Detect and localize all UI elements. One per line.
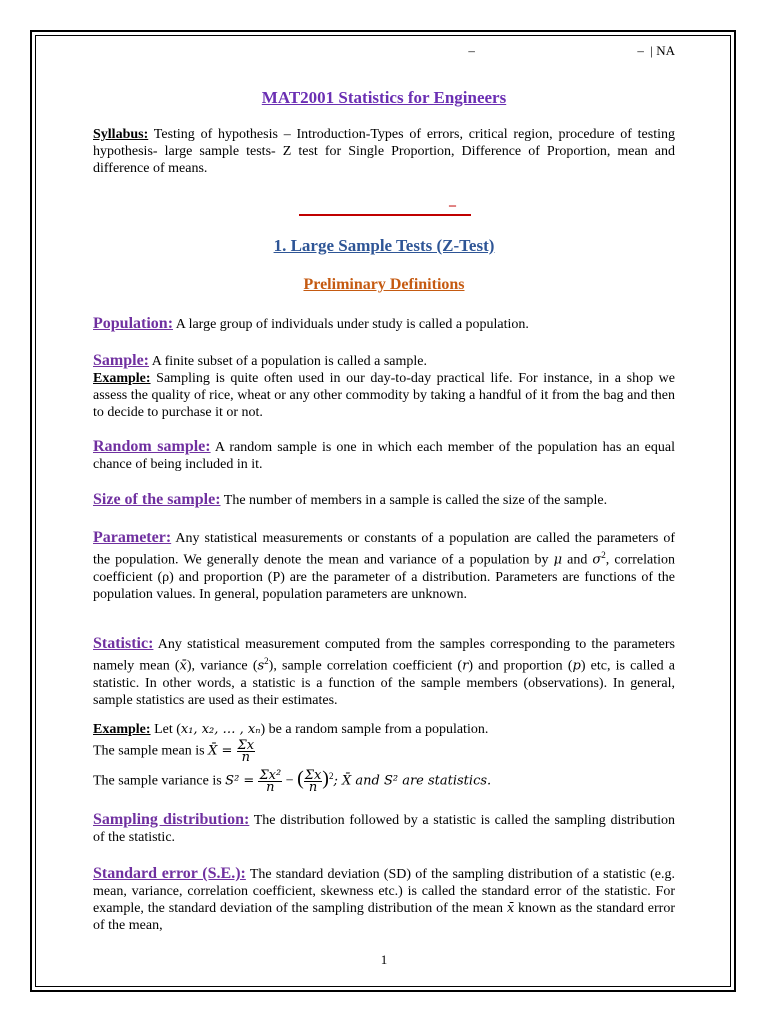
sampling-distribution-text: The distribution followed by a statistic is called the sampling distribution of the statistic. bbox=[93, 813, 676, 845]
example-text-1: Let ( bbox=[150, 722, 181, 737]
example-label: Example: bbox=[93, 722, 151, 737]
xbar-symbol-2: x̄ bbox=[506, 901, 515, 916]
mean-fraction bbox=[237, 740, 256, 763]
syllabus-label: Syllabus: bbox=[93, 127, 149, 142]
standard-error-term: Standard error (S.E.): bbox=[93, 865, 246, 882]
statistic-text-2: ), variance ( bbox=[186, 658, 258, 674]
parameter-term: Parameter: bbox=[93, 529, 172, 546]
divider-dash: – bbox=[449, 198, 456, 213]
random-sample-definition bbox=[93, 438, 675, 473]
sample-term: Sample: bbox=[93, 352, 149, 369]
syllabus-paragraph bbox=[93, 126, 675, 177]
random-sample-term: Random sample: bbox=[93, 438, 211, 455]
sample-text: A finite subset of a population is called a sample. bbox=[149, 354, 427, 369]
sigma-symbol: σ bbox=[592, 552, 602, 568]
sample-variance-formula: The sample variance is S² = $\frac{\text{Σx²}}{n}$ − ( $\frac{\Sigma x}{n}$ )$^2$; X̄ and S² are statistics. bbox=[93, 767, 492, 795]
population-definition bbox=[93, 315, 675, 333]
var-fraction-1 bbox=[258, 767, 282, 795]
s-symbol: s bbox=[257, 658, 265, 674]
statistic-text-3: ), sample correlation coefficient ( bbox=[268, 658, 463, 674]
xbar-symbol: x̄ bbox=[179, 658, 187, 674]
size-definition bbox=[93, 491, 675, 509]
mu-symbol: μ bbox=[553, 552, 563, 568]
var-fraction-2 bbox=[304, 767, 323, 795]
var-lhs: S² = bbox=[225, 773, 259, 789]
random-sample-text: A random sample is one in which each member of the population has an equal chance of being included in it. bbox=[93, 440, 675, 472]
sampling-distribution-definition bbox=[93, 811, 675, 846]
r-symbol: r bbox=[462, 658, 469, 674]
syllabus-text: Testing of hypothesis – Introduction-Types of errors, critical region, procedure of testing hypothesis- large sample tests- Z test for Single Proportion, Difference of Proportion, mean and difference of means. bbox=[93, 127, 675, 176]
p-symbol: p bbox=[572, 658, 581, 674]
var-tail: ; X̄ and S² are statistics. bbox=[333, 773, 492, 789]
parameter-definition: Parameter: Any statistical measurements or constants of a population are called the parameters of the population. We generally denote the mean and variance of a population by μ and $\sigma^2$, correlation coefficient (ρ) and proportion (P) are the parameter of a distribution. Parameters are functions of the population values. In general, population parameters are unknown. bbox=[93, 529, 675, 602]
mean-numerator: Σx bbox=[237, 738, 255, 753]
sample-example-text: Sampling is quite often used in our day-to-day practical life. For instance, in a shop we assess the quality of rice, wheat or any other commodity by taking a handful of it from the bag and then to decide to purchase it or not. bbox=[93, 371, 675, 420]
sample-mean-formula bbox=[93, 740, 675, 763]
sample-definition bbox=[93, 352, 675, 421]
var-denominator-2: n bbox=[308, 779, 318, 795]
statistic-text-4: ) and proportion ( bbox=[468, 658, 573, 674]
course-title: MAT2001 Statistics for Engineers bbox=[261, 88, 507, 107]
section-title: 1. Large Sample Tests (Z-Test) bbox=[273, 236, 495, 255]
subsection-title: Preliminary Definitions bbox=[303, 276, 465, 293]
mean-lhs: X̄ = bbox=[208, 743, 237, 759]
population-text: A large group of individuals under study is called a population. bbox=[173, 317, 529, 332]
divider-line bbox=[299, 214, 471, 216]
standard-error-definition bbox=[93, 865, 675, 934]
statistic-example bbox=[93, 721, 675, 738]
page-number: 1 bbox=[380, 952, 388, 967]
parameter-text-2: and bbox=[562, 552, 593, 568]
var-numerator-2: Σx bbox=[304, 767, 322, 783]
var-line-text: The sample variance is bbox=[93, 773, 226, 789]
var-denominator-1: n bbox=[266, 779, 275, 795]
parameter-text-1: Any statistical measurements or constants of a population are called the parameters of the population. We generally denote the mean and variance of a population by bbox=[93, 531, 675, 568]
statistic-definition: Statistic: Any statistical measurement computed from the samples corresponding to the parameters namely mean (x̄), variance $(s^2)$, sample correlation coefficient (r) and proportion (p) etc, is called a statistic. In other words, a statistic is a function of the sample members (observations). In general, sample statistics are used as their estimates. bbox=[93, 635, 675, 708]
statistic-text-1: Any statistical measurement computed from the samples corresponding to the parameters namely mean ( bbox=[93, 637, 675, 674]
population-term: Population: bbox=[93, 315, 174, 332]
statistic-term: Statistic: bbox=[93, 635, 154, 652]
running-header: – – | NA bbox=[468, 43, 675, 58]
standard-error-text-1: The standard deviation (SD) of the sampling distribution of a statistic (e.g. mean, variance, correlation coefficient, skewness etc.) is called the standard error of the statistic. For example, the standard deviation of the sampling distribution of the mean bbox=[93, 867, 676, 916]
standard-error-text-2: known as the standard error of the mean, bbox=[93, 901, 675, 933]
mean-denominator: n bbox=[241, 750, 250, 765]
var-numerator-1: Σx² bbox=[259, 767, 282, 783]
sample-variables: x₁, x₂, … , xₙ bbox=[180, 722, 261, 737]
parameter-text-3: , correlation coefficient (ρ) and proportion (P) are the parameter of a distribution. Parameters are functions of the population values. In general, population parameters are unknown. bbox=[93, 552, 675, 602]
mean-line-text: The sample mean is bbox=[93, 743, 209, 759]
statistic-text-5: ) etc, is called a statistic. In other words, a statistic is a function of the sample members (observations). In general, sample statistics are used as their estimates. bbox=[93, 658, 675, 708]
example-text-2: ) be a random sample from a population. bbox=[260, 722, 489, 737]
sampling-distribution-term: Sampling distribution: bbox=[93, 811, 250, 828]
var-minus: − bbox=[282, 773, 298, 789]
size-term: Size of the sample: bbox=[93, 491, 221, 508]
sample-example-label: Example: bbox=[93, 371, 151, 386]
size-text: The number of members in a sample is called the size of the sample. bbox=[220, 493, 608, 508]
